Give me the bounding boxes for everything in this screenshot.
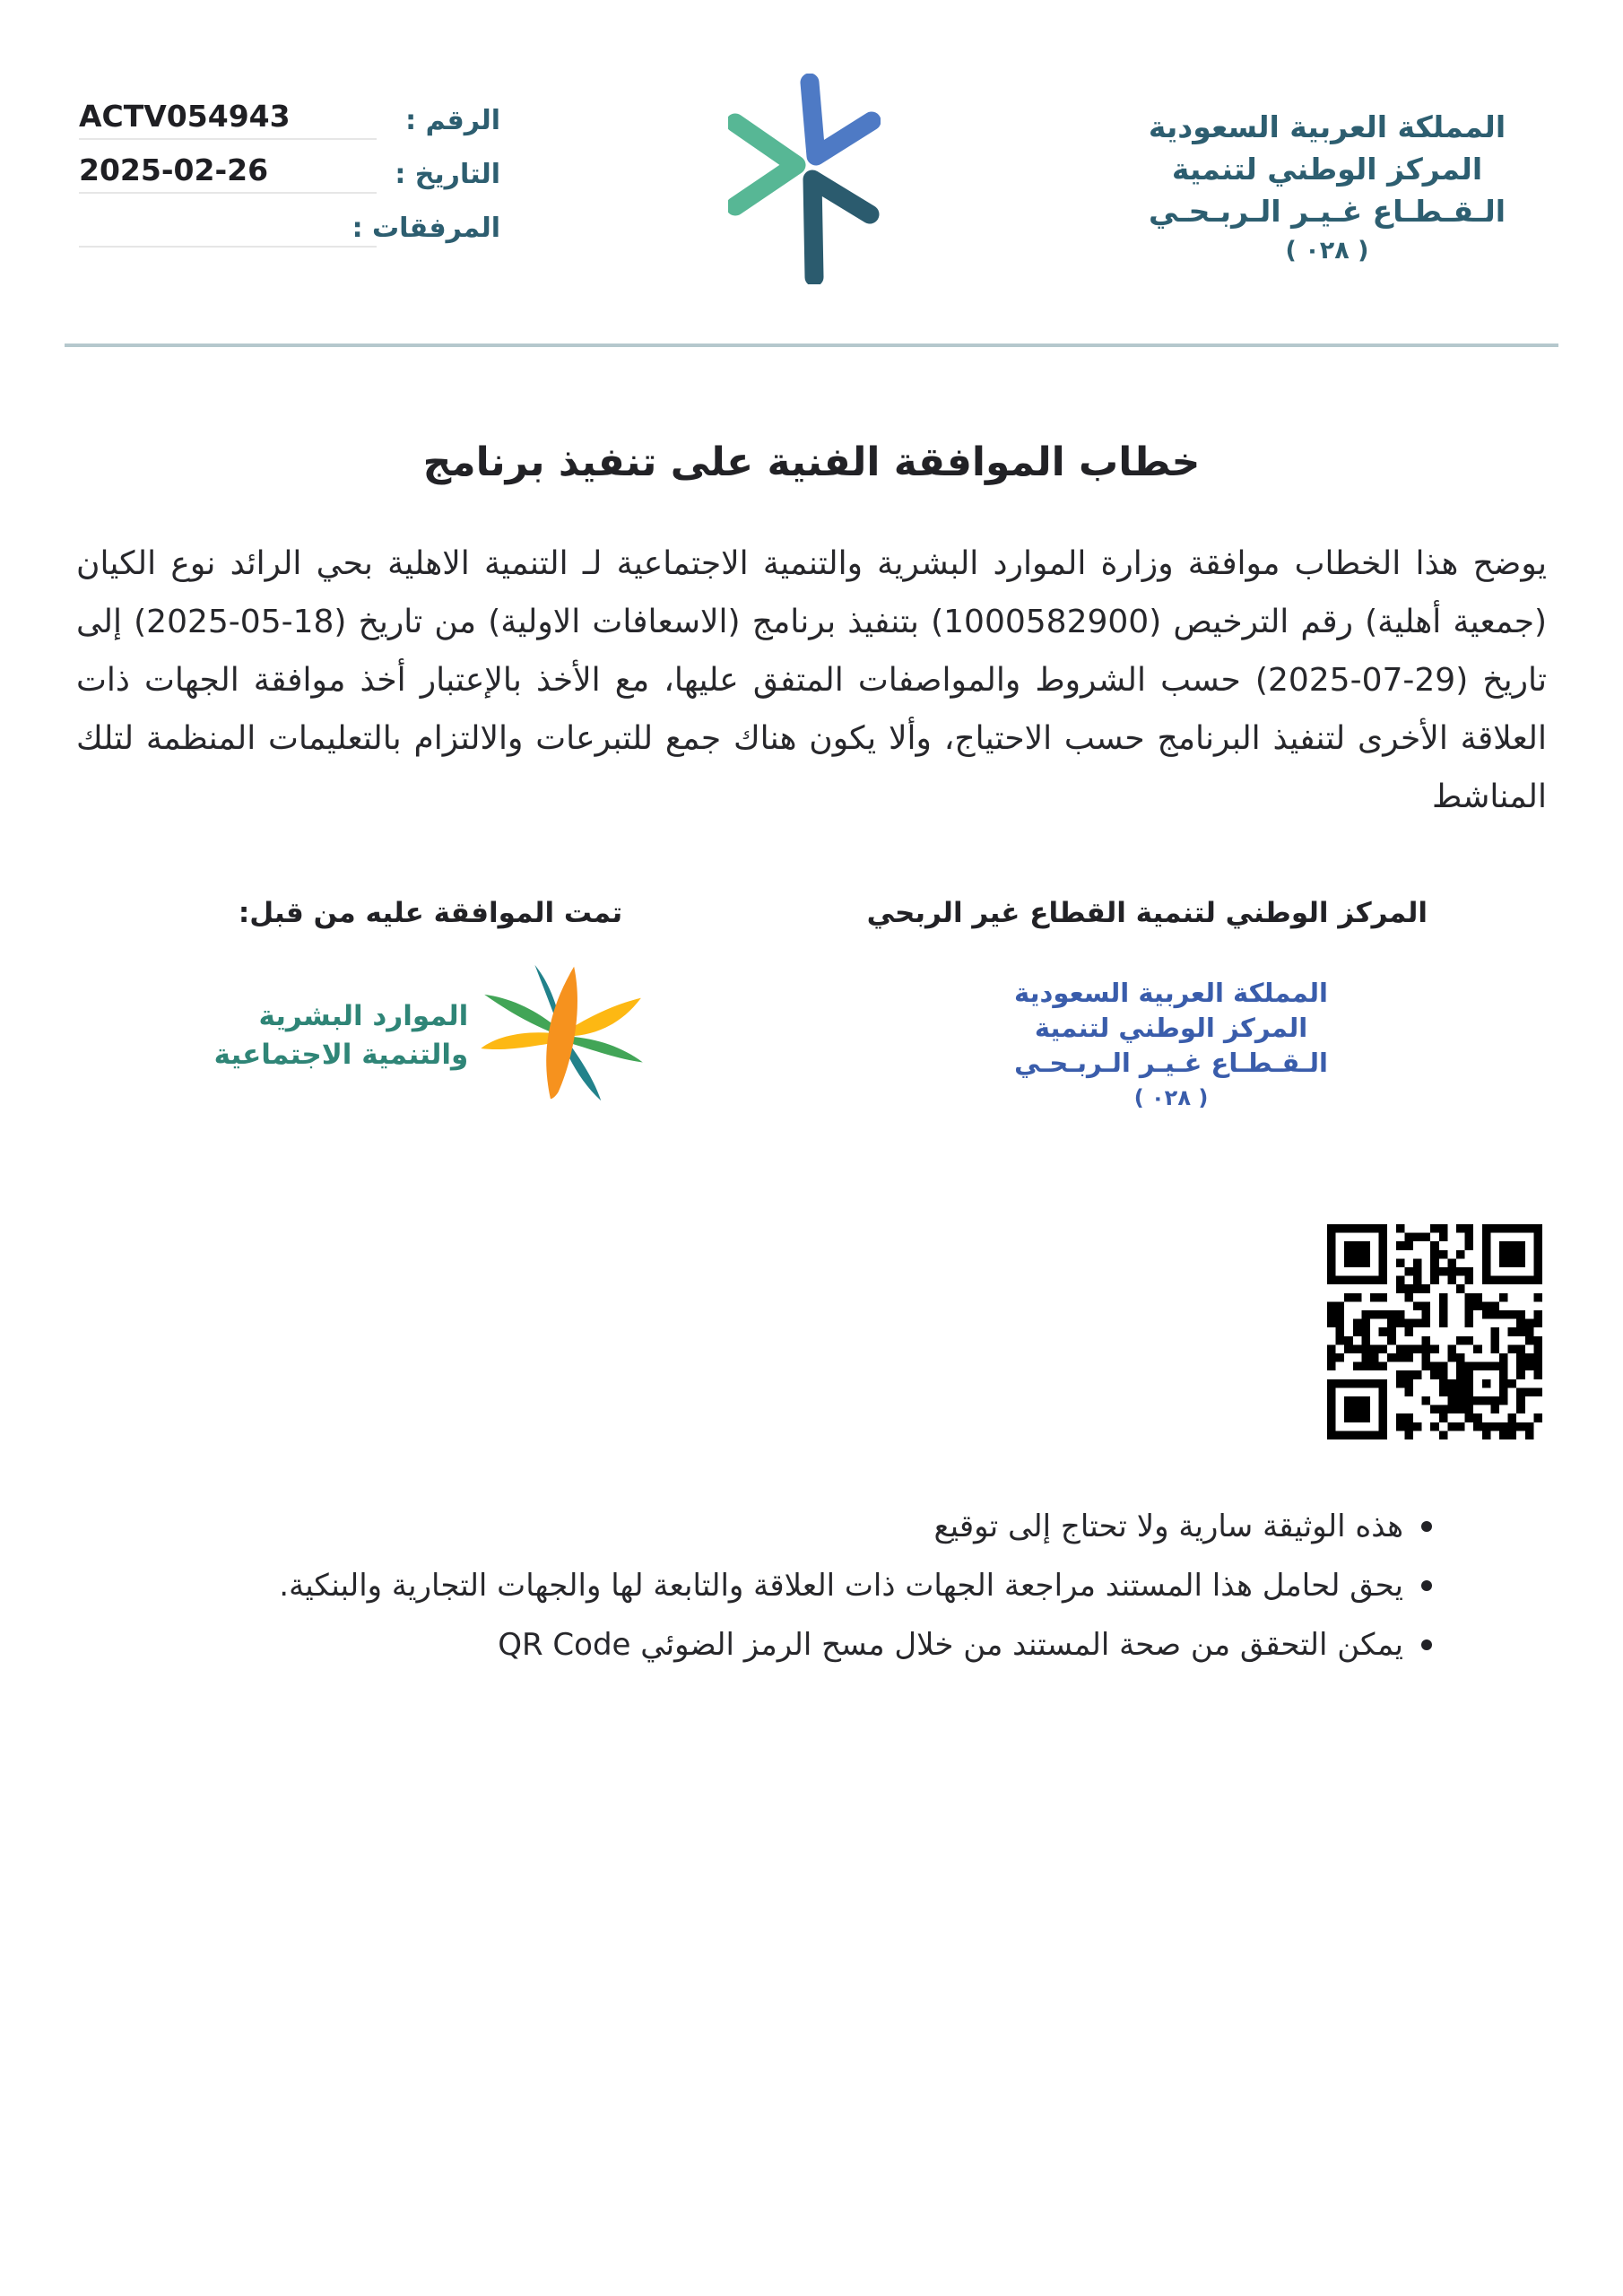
notes-list	[126, 1505, 1432, 1683]
ncnp-star-logo-icon	[728, 74, 881, 284]
qr-code	[1327, 1224, 1542, 1439]
ministry-logo-text	[214, 997, 469, 1074]
org-header-line-3: الـقـطـاع غـيـر الـربـحـي	[1148, 194, 1506, 229]
issuer-stamp	[915, 976, 1428, 1116]
ministry-text-line-1: الموارد البشرية	[258, 999, 469, 1032]
reference-fields	[79, 86, 500, 248]
stamp-code: ( ٠٢٨ )	[1133, 1085, 1209, 1110]
ref-row-attachments	[79, 194, 500, 248]
ref-attachments-label: المرفقات :	[352, 213, 500, 244]
note-item	[126, 1505, 1432, 1548]
ref-number-value: ACTV054943	[79, 99, 377, 140]
ref-attachments-value	[79, 206, 377, 248]
ref-date-value: 2025-02-26	[79, 152, 377, 194]
stamp-line-3: الـقـطـاع غـيـر الـربـحـي	[1014, 1048, 1328, 1078]
org-header-line-2: المركز الوطني لتنمية	[1171, 152, 1483, 187]
org-header	[1132, 106, 1523, 270]
bullet-icon	[1421, 1639, 1432, 1650]
issuer-column	[866, 897, 1428, 1116]
mhrsd-palm-logo-icon	[481, 960, 647, 1111]
ref-row-date	[79, 140, 500, 194]
body-paragraph: يوضح هذا الخطاب موافقة وزارة الموارد البشرية والتنمية الاجتماعية لـ التنمية الاهلية بحي الرائد نوع الكيان (جمعية أهلية) رقم الترخيص (1000582900) بتنفيذ برنامج (الاسعافات الاولية) من تاريخ (18-05-2025) إلى تاريخ (29-07-2025) حسب الشروط والمواصفات المتفق عليها، مع الأخذ بالإعتبار أخذ موافقة الجهات ذات العلاقة الأخرى لتنفيذ البرنامج حسب الاحتياج، وألا يكون هناك جمع للتبرعات والالتزام بالتعليمات المنظمة لتلك المناشط	[76, 545, 1548, 815]
note-text: يحق لحامل هذا المستند مراجعة الجهات ذات العلاقة والتابعة لها والجهات التجارية والبنكية.	[279, 1568, 1403, 1604]
stamp-line-1: المملكة العربية السعودية	[1014, 978, 1328, 1008]
bullet-icon	[1421, 1521, 1432, 1532]
issuer-heading: المركز الوطني لتنمية القطاع غير الربحي	[866, 897, 1428, 929]
org-header-line-1: المملكة العربية السعودية	[1148, 109, 1506, 144]
stamp-line-2: المركز الوطني لتنمية	[1034, 1013, 1308, 1043]
ref-row-number	[79, 86, 500, 140]
approved-by-column	[215, 897, 646, 1111]
ministry-logo	[215, 960, 646, 1111]
org-header-code: ( ٠٢٨ )	[1285, 237, 1369, 265]
header-divider	[65, 344, 1558, 347]
note-text: هذه الوثيقة سارية ولا تحتاج إلى توقيع	[933, 1509, 1403, 1544]
page-title: خطاب الموافقة الفنية على تنفيذ برنامج	[422, 439, 1201, 485]
note-text: يمكن التحقق من صحة المستند من خلال مسح الرمز الضوئي QR Code	[498, 1627, 1403, 1663]
bullet-icon	[1421, 1580, 1432, 1591]
ministry-text-line-2: والتنمية الاجتماعية	[213, 1038, 469, 1071]
ref-number-label: الرقم :	[405, 105, 500, 136]
ref-date-label: التاريخ :	[395, 159, 500, 190]
note-item	[126, 1564, 1432, 1607]
note-item	[126, 1623, 1432, 1666]
approved-by-heading: تمت الموافقة عليه من قبل:	[238, 897, 623, 929]
